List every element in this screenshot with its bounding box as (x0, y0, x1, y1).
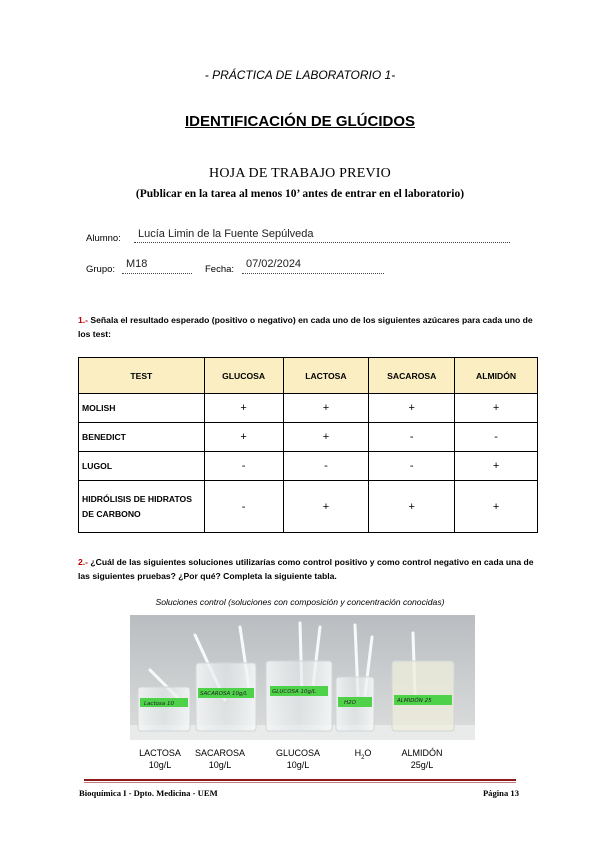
table-row (79, 423, 538, 452)
header-cell: LACTOSA (283, 358, 369, 394)
worksheet-title: HOJA DE TRABAJO PREVIO (209, 166, 391, 181)
result-cell[interactable]: + (369, 481, 455, 533)
beakers-illustration (130, 615, 475, 740)
label-lactosa (130, 747, 190, 771)
footer-rule-thin (84, 782, 516, 783)
footer-rule (84, 779, 516, 781)
header-cell: ALMIDÓN (455, 358, 538, 394)
result-cell[interactable]: - (369, 423, 455, 452)
worksheet-subtitle: (Publicar en la tarea al menos 10’ antes de entrar en el laboratorio) (135, 188, 465, 200)
label-sacarosa (190, 747, 250, 771)
alumno-underline (134, 241, 510, 243)
test-name-cell: HIDRÓLISIS DE HIDRATOS DE CARBONO (79, 481, 205, 533)
result-cell[interactable]: + (369, 394, 455, 423)
question-2-number: 2.- (78, 557, 89, 567)
tag-text: Lactosa 10 (144, 701, 174, 707)
header-cell: GLUCOSA (204, 358, 283, 394)
table-row (79, 481, 538, 533)
result-cell[interactable]: + (455, 452, 538, 481)
label-name: GLUCOSA (275, 748, 320, 758)
question-1-number: 1.- (78, 315, 89, 325)
test-name-cell: MOLISH (79, 394, 205, 423)
header-cell: SACAROSA (369, 358, 455, 394)
label-name: SACAROSA (194, 748, 245, 758)
alumno-label: Alumno: (86, 233, 121, 244)
question-2-text: ¿Cuál de las siguientes soluciones utilizarías como control positivo y como control negativo en cada una de las siguientes pruebas? ¿Por qué? Completa la siguiente tabla. (78, 557, 534, 581)
label-conc: 10g/L (208, 760, 232, 770)
figure-caption: Soluciones control (soluciones con composición y concentración conocidas) (155, 597, 445, 607)
question-1-text: Señala el resultado esperado (positivo o negativo) en cada uno de los siguientes azúcares para cada uno de los test: (78, 315, 533, 339)
tag-text: SACAROSA 10g/L (200, 691, 248, 697)
label-glucosa (268, 747, 328, 771)
result-cell[interactable]: + (455, 481, 538, 533)
test-name-cell: BENEDICT (79, 423, 205, 452)
fecha-field[interactable]: 07/02/2024 (246, 258, 302, 270)
tag-text: H2O (344, 700, 356, 706)
beaker-lactosa (138, 687, 190, 731)
footer-course: Bioquímica I - Dpto. Medicina - UEM (79, 788, 218, 798)
label-name-end: O (364, 748, 372, 758)
result-cell[interactable]: - (369, 452, 455, 481)
question-1 (78, 313, 538, 341)
footer-page-number: Página 13 (482, 788, 519, 798)
result-cell[interactable]: - (204, 452, 283, 481)
control-solutions-photo (130, 615, 475, 740)
label-name: ALMIDÓN (401, 748, 443, 758)
label-name: H (354, 748, 362, 758)
question-2 (78, 555, 538, 583)
result-cell[interactable]: - (455, 423, 538, 452)
label-conc: 10g/L (148, 760, 172, 770)
result-cell[interactable]: + (283, 481, 369, 533)
grupo-field[interactable]: M18 (126, 258, 148, 270)
result-cell[interactable]: + (455, 394, 538, 423)
label-subscript: 2 (361, 754, 365, 761)
tag-text: ALMIDÓN 25 (397, 698, 432, 704)
result-cell[interactable]: + (204, 423, 283, 452)
alumno-field[interactable]: Lucía Limin de la Fuente Sepúlveda (138, 228, 314, 240)
result-cell[interactable]: + (283, 423, 369, 452)
result-cell[interactable]: + (204, 394, 283, 423)
practice-heading: - PRÁCTICA DE LABORATORIO 1- (204, 68, 396, 82)
result-cell[interactable]: + (283, 394, 369, 423)
label-almidon (392, 747, 452, 771)
tag-text: GLUCOSA 10g/L (272, 689, 316, 695)
results-table (78, 357, 538, 533)
test-name-cell: LUGOL (79, 452, 205, 481)
label-agua (333, 747, 393, 764)
document-title: IDENTIFICACIÓN DE GLÚCIDOS (184, 113, 415, 130)
fecha-label: Fecha: (205, 264, 235, 275)
result-cell[interactable]: - (204, 481, 283, 533)
label-conc: 25g/L (410, 760, 434, 770)
label-conc: 10g/L (286, 760, 310, 770)
grupo-underline (122, 272, 192, 274)
table-row (79, 394, 538, 423)
grupo-label: Grupo: (86, 264, 116, 275)
result-cell[interactable]: - (283, 452, 369, 481)
header-cell: TEST (79, 358, 205, 394)
label-name: LACTOSA (139, 748, 181, 758)
table-header-row (79, 358, 538, 394)
fecha-underline (242, 272, 384, 274)
table-row (79, 452, 538, 481)
